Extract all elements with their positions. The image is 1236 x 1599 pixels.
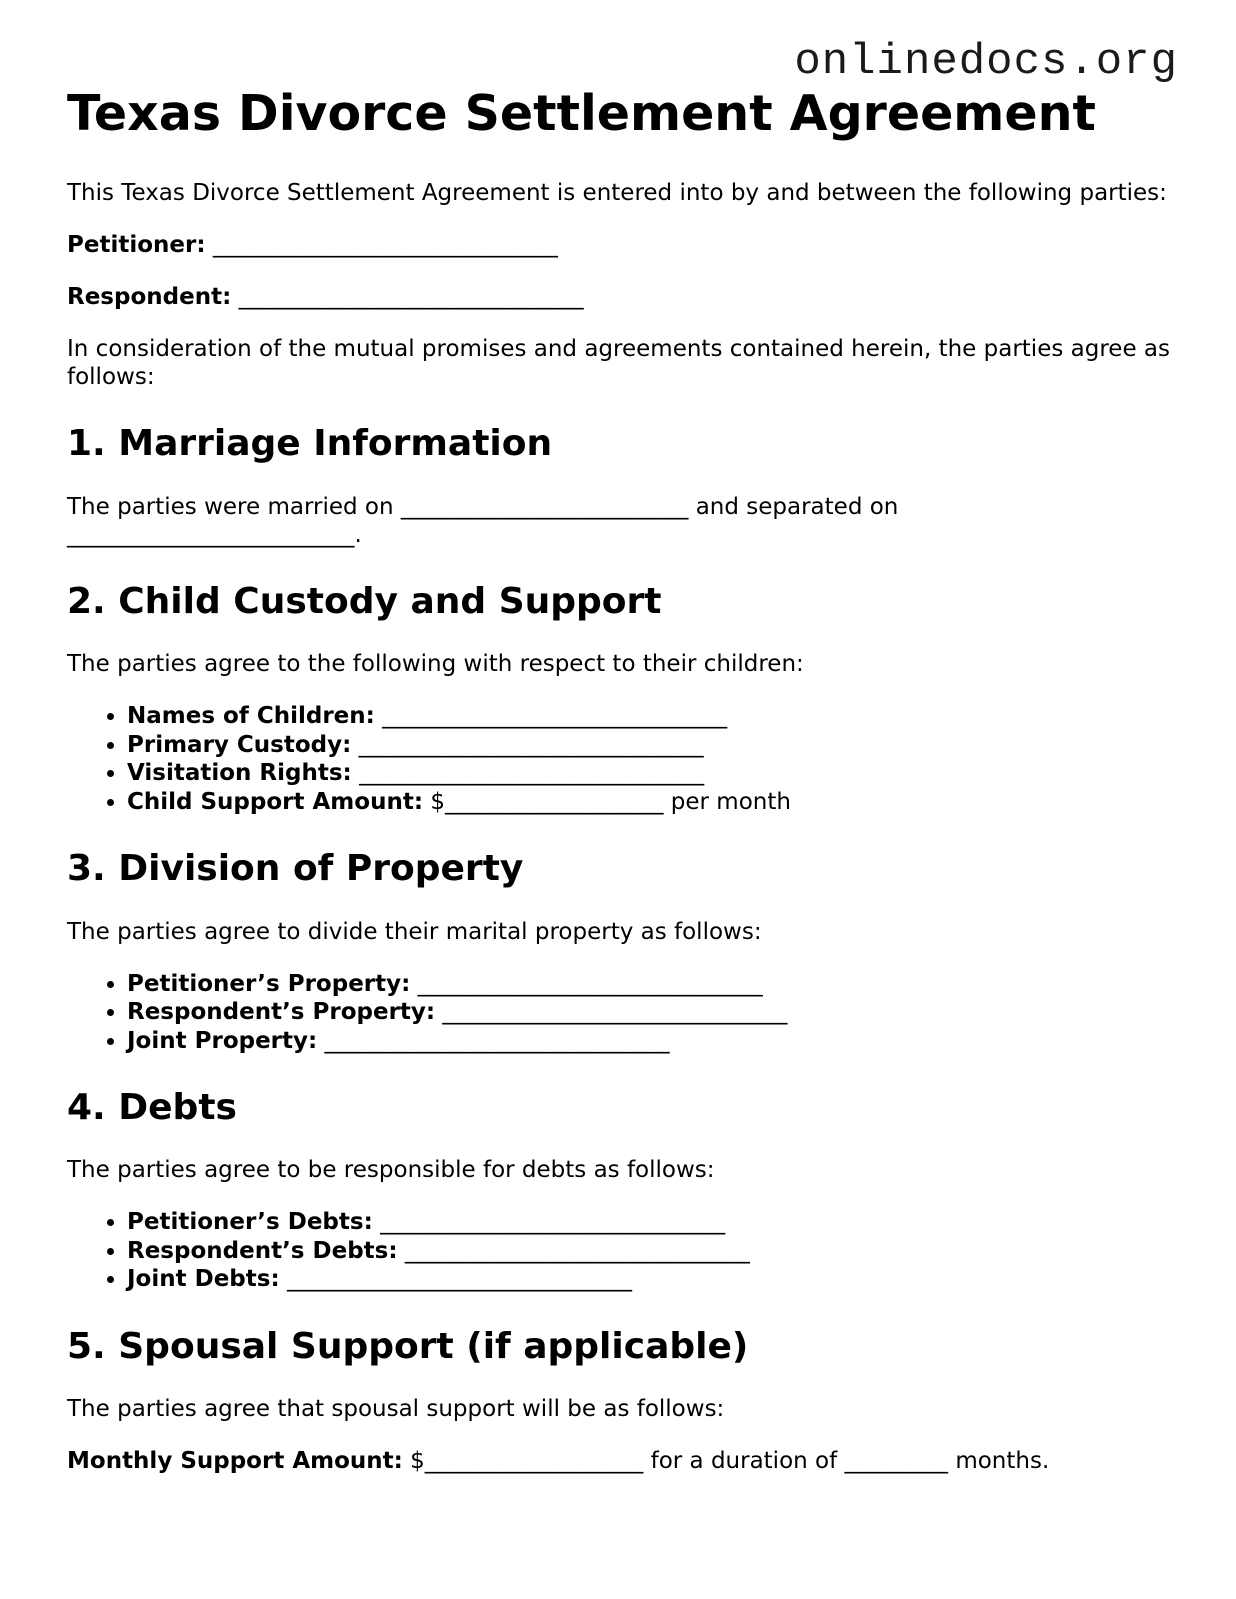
list-item xyxy=(127,731,1177,760)
marriage-text: The parties were married on _________________________ and separated on _________________________. xyxy=(67,493,899,548)
list-item xyxy=(127,1265,1177,1294)
consideration-paragraph: In consideration of the mutual promises and agreements contained herein, the parties agree as follows: xyxy=(67,336,1170,391)
list-item-label: Respondent’s Property: xyxy=(127,999,436,1026)
document-page xyxy=(67,86,1177,1499)
section-spousal xyxy=(67,1326,1177,1475)
list-item xyxy=(127,1208,1177,1237)
property-text: The parties agree to divide their marital property as follows: xyxy=(67,918,762,945)
section-property xyxy=(67,848,1177,1055)
section-heading-property: 3. Division of Property xyxy=(67,848,524,890)
list-item-blank[interactable]: ______________________________ xyxy=(324,1027,670,1054)
debts-text: The parties agree to be responsible for debts as follows: xyxy=(67,1157,715,1184)
spousal-amount-blank[interactable]: $___________________ for a duration of _________ months. xyxy=(410,1448,1050,1475)
list-item-label: Petitioner’s Debts: xyxy=(127,1209,373,1236)
intro-paragraph: This Texas Divorce Settlement Agreement is entered into by and between the following parties: xyxy=(67,180,1167,207)
spousal-amount-field xyxy=(67,1447,1177,1475)
custody-text: The parties agree to the following with respect to their children: xyxy=(67,651,804,678)
section-heading-marriage: 1. Marriage Information xyxy=(67,423,553,465)
list-item xyxy=(127,1237,1177,1266)
document-title: Texas Divorce Settlement Agreement xyxy=(67,85,1096,142)
debts-list xyxy=(67,1208,1177,1294)
list-item-blank[interactable]: ______________________________ xyxy=(417,970,763,997)
custody-list xyxy=(67,702,1177,816)
list-item xyxy=(127,788,1177,817)
spousal-text: The parties agree that spousal support will be as follows: xyxy=(67,1396,725,1423)
section-debts xyxy=(67,1087,1177,1294)
list-item-label: Primary Custody: xyxy=(127,731,352,758)
list-item-label: Child Support Amount: xyxy=(127,788,424,815)
spousal-amount-label: Monthly Support Amount: xyxy=(67,1448,403,1475)
list-item-blank[interactable]: ______________________________ xyxy=(382,703,728,730)
list-item xyxy=(127,759,1177,788)
section-custody xyxy=(67,581,1177,816)
list-item-blank[interactable]: ______________________________ xyxy=(380,1209,726,1236)
list-item-blank[interactable]: ______________________________ xyxy=(404,1237,750,1264)
respondent-blank[interactable]: ______________________________ xyxy=(238,284,584,311)
petitioner-label: Petitioner: xyxy=(67,232,206,259)
list-item xyxy=(127,970,1177,999)
list-item xyxy=(127,998,1177,1027)
respondent-field xyxy=(67,283,1177,311)
section-heading-debts: 4. Debts xyxy=(67,1087,237,1129)
list-item-label: Respondent’s Debts: xyxy=(127,1237,398,1264)
section-heading-spousal: 5. Spousal Support (if applicable) xyxy=(67,1325,749,1367)
list-item-label: Visitation Rights: xyxy=(127,760,352,787)
list-item xyxy=(127,702,1177,731)
list-item-label: Joint Property: xyxy=(127,1027,318,1054)
section-marriage xyxy=(67,423,1177,548)
list-item-blank[interactable]: $___________________ per month xyxy=(430,788,791,815)
section-heading-custody: 2. Child Custody and Support xyxy=(67,580,662,622)
list-item-label: Petitioner’s Property: xyxy=(127,970,411,997)
list-item xyxy=(127,1027,1177,1056)
list-item-label: Joint Debts: xyxy=(127,1266,280,1293)
watermark: onlinedocs.org xyxy=(794,37,1178,87)
list-item-blank[interactable]: ______________________________ xyxy=(359,760,705,787)
list-item-blank[interactable]: ______________________________ xyxy=(358,731,704,758)
list-item-blank[interactable]: ______________________________ xyxy=(442,999,788,1026)
list-item-blank[interactable]: ______________________________ xyxy=(286,1266,632,1293)
list-item-label: Names of Children: xyxy=(127,703,375,730)
property-list xyxy=(67,970,1177,1056)
petitioner-blank[interactable]: ______________________________ xyxy=(212,232,558,259)
petitioner-field xyxy=(67,231,1177,259)
respondent-label: Respondent: xyxy=(67,284,232,311)
